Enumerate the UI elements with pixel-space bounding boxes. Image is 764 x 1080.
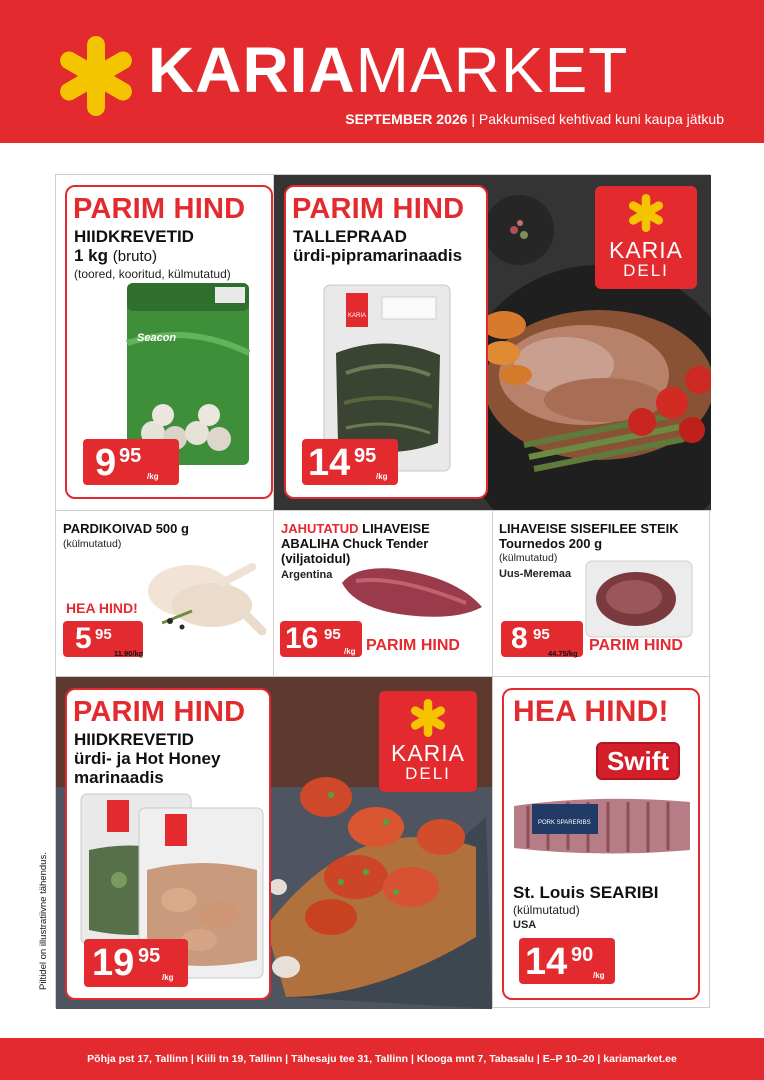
product-name: St. Louis SEARIBI xyxy=(513,883,659,902)
offer-lamb xyxy=(274,175,711,510)
unit-price: 44.75/kg xyxy=(548,649,578,658)
header-banner xyxy=(0,0,764,143)
price-whole: 16 xyxy=(285,622,319,655)
beef-chuck-image xyxy=(336,563,486,623)
offer-ribs xyxy=(493,677,711,1009)
price-unit: /kg xyxy=(147,472,159,481)
grid-divider xyxy=(492,510,493,1007)
ribs-card xyxy=(502,688,700,1000)
asterisk-star-icon xyxy=(409,699,447,737)
price-tag xyxy=(519,938,615,984)
asterisk-star-icon xyxy=(56,36,136,116)
swift-brand-logo: Swift xyxy=(596,742,680,780)
price-cents: 95 xyxy=(95,626,112,643)
price-unit: /kg xyxy=(162,973,174,982)
svg-text:KARIA: KARIA xyxy=(348,313,367,319)
duck-legs-image xyxy=(142,553,270,639)
asterisk-star-icon xyxy=(627,194,665,232)
offers-grid xyxy=(55,174,710,1008)
qty-value: 1 kg xyxy=(74,246,109,265)
qty-note: (bruto) xyxy=(112,248,157,265)
price-cents: 95 xyxy=(533,626,550,643)
brand-bold: KARIA xyxy=(148,34,356,106)
package-label: Seacon xyxy=(137,332,177,344)
price-whole: 9 xyxy=(95,442,117,484)
price-unit: /kg xyxy=(593,971,605,980)
illustrative-note: Piltidel on illustratiivne tähendus. xyxy=(38,852,49,990)
validity-text: | Pakkumised kehtivad kuni kaupa jätkub xyxy=(471,111,724,127)
deli-karia-text: KARIA xyxy=(390,740,466,766)
price-cents: 95 xyxy=(324,626,341,643)
price-tag xyxy=(84,939,188,987)
product-name-line3: marinaadis xyxy=(74,768,164,787)
brand-light: MARKET xyxy=(355,34,629,106)
offer-beef-fillet xyxy=(493,511,711,676)
product-name: PARDIKOIVAD 500 g xyxy=(63,521,189,536)
origin: USA xyxy=(513,919,537,931)
package-label: PORK SPARERIBS xyxy=(538,820,591,826)
beef-fillet-image xyxy=(584,559,694,639)
product-qty xyxy=(74,246,157,266)
price-cents: 90 xyxy=(571,944,594,966)
price-unit: /kg xyxy=(376,472,388,481)
pork-ribs-image xyxy=(508,790,696,860)
price-whole: 19 xyxy=(92,942,135,984)
product-note: (külmutatud) xyxy=(499,552,558,564)
grid-divider xyxy=(56,510,711,511)
good-price-tag: HEA HIND! xyxy=(66,600,138,616)
price-tag xyxy=(280,621,362,657)
price-whole: 8 xyxy=(511,622,528,655)
product-name-line1 xyxy=(281,521,430,536)
product-name-line1: LIHAVEISE SISEFILEE STEIK xyxy=(499,521,679,536)
brand-logo xyxy=(148,30,628,110)
product-name-line1: TALLEPRAAD xyxy=(293,227,407,246)
lamb-card xyxy=(284,185,488,499)
month-label: SEPTEMBER 2026 xyxy=(345,111,468,127)
marinated-shrimp-card xyxy=(65,688,271,1000)
best-price-badge: PARIM HIND xyxy=(292,193,465,225)
product-name-line2: Tournedos 200 g xyxy=(499,536,603,551)
price-whole: 5 xyxy=(75,622,92,655)
price-tag xyxy=(302,439,398,485)
product-name-line2: ürdi-pipramarinaadis xyxy=(293,246,463,265)
best-price-badge: PARIM HIND xyxy=(73,193,246,225)
unit-price: 11.90/kg xyxy=(114,649,144,658)
price-cents: 95 xyxy=(354,445,377,467)
best-price-tag: PARIM HIND xyxy=(589,637,683,654)
good-price-badge: HEA HIND! xyxy=(513,695,669,728)
product-name-line2: ABALIHA Chuck Tender xyxy=(281,536,429,551)
deli-text: DELI xyxy=(623,261,669,280)
product-note: (külmutatud) xyxy=(513,903,580,917)
best-price-badge: PARIM HIND xyxy=(73,696,246,728)
origin: Uus-Meremaa xyxy=(499,568,572,580)
offer-marinated-shrimp xyxy=(56,677,492,1009)
price-unit: /kg xyxy=(344,647,356,656)
price-whole: 14 xyxy=(308,442,351,484)
best-price-tag: PARIM HIND xyxy=(366,637,460,654)
origin: Argentina xyxy=(281,569,333,581)
price-whole: 14 xyxy=(525,941,568,983)
grid-divider xyxy=(273,175,274,510)
offer-validity xyxy=(345,111,724,127)
product-note: (külmutatud) xyxy=(63,538,122,550)
grid-divider xyxy=(273,510,274,676)
offer-beef-chuck xyxy=(274,511,492,676)
shrimp-card xyxy=(65,185,273,499)
shrimp-package-image xyxy=(123,283,253,465)
footer-addresses: Põhja pst 17, Tallinn | Kiili tn 19, Tallinn | Tähesaju tee 31, Tallinn | Klooga mnt 7, Tabasalu | E–P 10–20 | kariamarket.ee xyxy=(0,1038,764,1080)
product-name-line2: ürdi- ja Hot Honey xyxy=(74,749,221,768)
price-cents: 95 xyxy=(119,445,142,467)
name-part: LIHAVEISE xyxy=(358,521,430,536)
product-note: (toored, kooritud, külmutatud) xyxy=(74,267,231,281)
product-name-line3: (viljatoidul) xyxy=(281,551,351,566)
grid-divider xyxy=(56,676,711,677)
deli-karia-text: KARIA xyxy=(608,237,684,263)
product-name: HIIDKREVETID xyxy=(74,227,194,246)
chilled-label: JAHUTATUD xyxy=(281,521,359,536)
price-tag xyxy=(83,439,179,485)
deli-text: DELI xyxy=(405,764,451,783)
price-cents: 95 xyxy=(138,945,161,967)
product-name-line1: HIIDKREVETID xyxy=(74,730,194,749)
karia-deli-logo xyxy=(379,691,477,792)
offer-duck xyxy=(56,511,273,676)
offer-shrimp xyxy=(56,175,273,510)
karia-deli-logo xyxy=(595,186,697,289)
